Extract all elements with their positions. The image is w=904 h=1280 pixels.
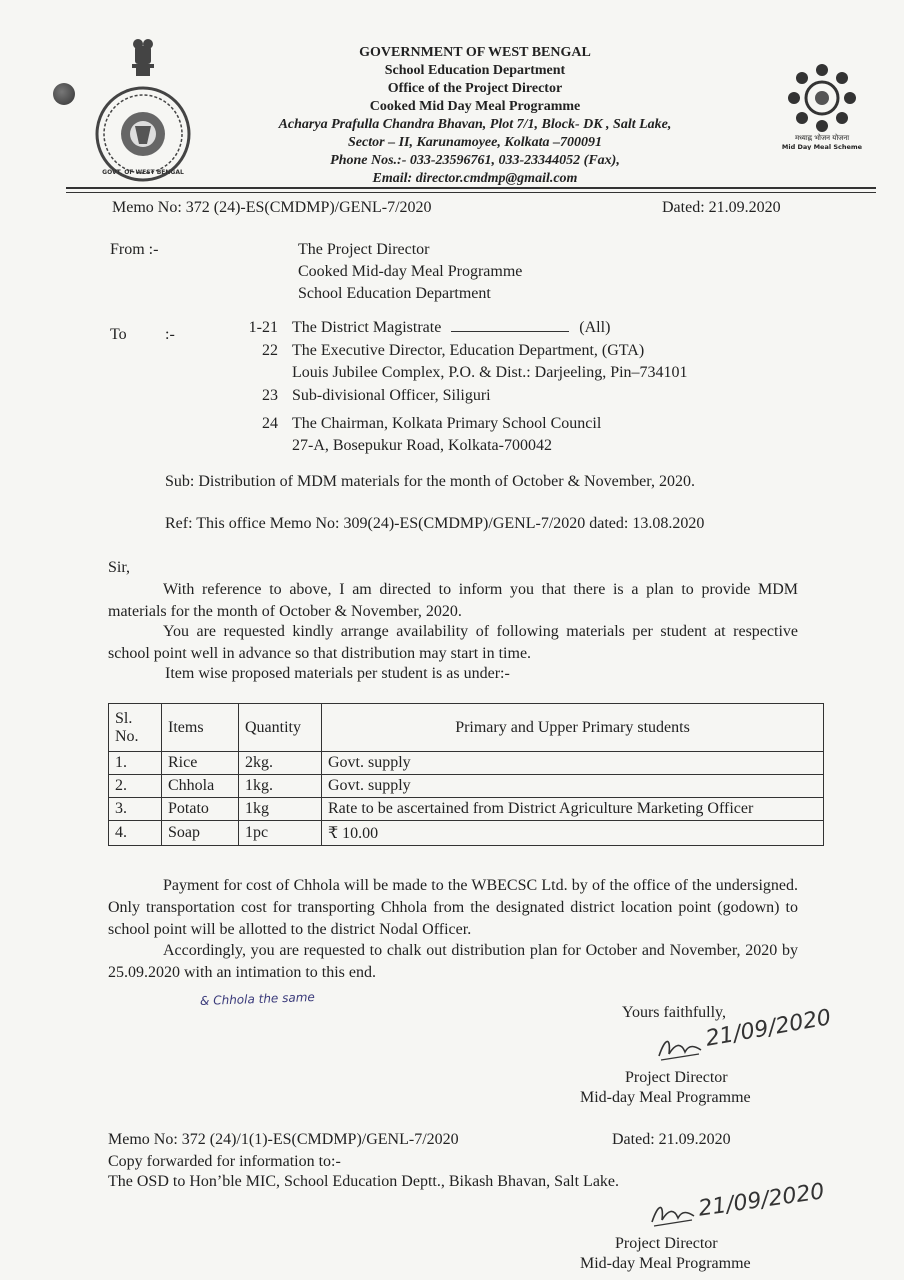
paragraph-4: Payment for cost of Chhola will be made to the WBECSC Ltd. by of the office of the undersigned. Only transportation cost for transporting Chhola from the designated district location point (godown) to school point will be allotted to the district Nodal Officer. (108, 877, 798, 938)
table-row (109, 775, 824, 798)
recipient-suffix: (All) (579, 319, 611, 336)
cell-item: Chhola (162, 775, 239, 798)
table-row (109, 798, 824, 821)
signature-scribble-icon (655, 1030, 705, 1066)
signatory-title: Project Director (615, 1235, 718, 1252)
cell-qty: 1kg. (239, 775, 322, 798)
punch-hole (53, 83, 75, 105)
from-line: School Education Department (298, 285, 491, 302)
recipient-3: Sub-divisional Officer, Siliguri (292, 387, 491, 404)
from-line: Cooked Mid-day Meal Programme (298, 263, 523, 280)
closing: Yours faithfully, (622, 1004, 727, 1021)
mid-day-meal-logo-icon (778, 60, 866, 150)
signature-scribble-icon (648, 1196, 698, 1232)
cell-sl: 4. (109, 821, 162, 846)
header-rule-thin (66, 192, 876, 193)
from-label: From :- (110, 241, 159, 258)
cell-qty: 1pc (239, 821, 322, 846)
header-sl-no: Sl. No. (109, 704, 162, 752)
cell-sl: 3. (109, 798, 162, 821)
signature-date: 21/09/2020 (696, 1179, 826, 1222)
mdm-logo-hindi: मध्याह्न भोजन योजना (794, 134, 850, 142)
header-items: Items (162, 704, 239, 752)
government-seal-icon (88, 38, 198, 186)
recipient-text: The District Magistrate (292, 319, 442, 336)
letterhead-phone: Phone Nos.:- 033-23596761, 033-23344052 (Fax), (330, 153, 620, 168)
seal-text: GOVT. OF WEST BENGAL (102, 169, 184, 176)
mdm-logo-english: Mid Day Meal Scheme (781, 143, 863, 150)
cell-item: Soap (162, 821, 239, 846)
signature-date: 21/09/2020 (703, 1005, 834, 1052)
paragraph-2: You are requested kindly arrange availability of following materials per student at respective school point well in advance so that distribution may start in time. (108, 623, 798, 662)
table-header-row (109, 704, 824, 752)
copy-memo-date: Dated: 21.09.2020 (612, 1131, 731, 1148)
recipient-address: Louis Jubilee Complex, P.O. & Dist.: Darjeeling, Pin–734101 (292, 364, 688, 381)
paragraph-5: Accordingly, you are requested to chalk out distribution plan for October and November, 2020 by 25.09.2020 with an intimation to this end. (108, 942, 798, 981)
header-quantity: Quantity (239, 704, 322, 752)
cell-qty: 2kg. (239, 752, 322, 775)
cell-item: Potato (162, 798, 239, 821)
recipient-4 (292, 413, 601, 457)
signatory-title: Project Director (625, 1069, 728, 1086)
to-label: To (110, 326, 127, 343)
letterhead-government: GOVERNMENT OF WEST BENGAL (359, 45, 591, 60)
cell-note: Govt. supply (322, 752, 824, 775)
recipient-2 (292, 340, 688, 384)
header-students: Primary and Upper Primary students (322, 704, 824, 752)
materials-table (108, 703, 824, 846)
cell-note: Govt. supply (322, 775, 824, 798)
cell-note: ₹ 10.00 (322, 821, 824, 846)
salutation: Sir, (108, 559, 131, 576)
paragraph-1: With reference to above, I am directed to inform you that there is a plan to provide MDM materials for the month of October & November, 2020. (108, 581, 798, 620)
letterhead-programme: Cooked Mid Day Meal Programme (369, 99, 581, 114)
table-row (109, 821, 824, 846)
recipient-text: The Executive Director, Education Department, (GTA) (292, 342, 645, 359)
letterhead-address-1: Acharya Prafulla Chandra Bhavan, Plot 7/1, Block- DK , Salt Lake, (278, 117, 672, 132)
subject: Sub: Distribution of MDM materials for the month of October & November, 2020. (165, 473, 695, 490)
reference: Ref: This office Memo No: 309(24)-ES(CMDMP)/GENL-7/2020 dated: 13.08.2020 (165, 515, 705, 532)
cell-sl: 1. (109, 752, 162, 775)
cell-note: Rate to be ascertained from District Agriculture Marketing Officer (322, 798, 824, 821)
cell-sl: 2. (109, 775, 162, 798)
memo-date: Dated: 21.09.2020 (662, 199, 781, 216)
from-line: The Project Director (298, 241, 430, 258)
from-block (298, 239, 522, 305)
recipient-text: The Chairman, Kolkata Primary School Council (292, 415, 602, 432)
recipient-number: 23 (262, 387, 278, 404)
recipient-number: 22 (262, 342, 278, 359)
cell-qty: 1kg (239, 798, 322, 821)
paragraph-3: Item wise proposed materials per student is as under:- (165, 665, 510, 682)
copy-forwarded-line: Copy forwarded for information to:- (108, 1153, 341, 1170)
blank-line (451, 331, 569, 332)
signatory-org: Mid-day Meal Programme (580, 1089, 751, 1106)
recipient-number: 24 (262, 415, 278, 432)
to-separator: :- (165, 326, 175, 343)
letterhead-department: School Education Department (384, 63, 566, 78)
cell-item: Rice (162, 752, 239, 775)
header-rule (66, 187, 876, 189)
table-row (109, 752, 824, 775)
recipient-1 (292, 317, 610, 339)
letterhead-email: Email: director.cmdmp@gmail.com (372, 171, 578, 186)
copy-recipient: The OSD to Hon’ble MIC, School Education Deptt., Bikash Bhavan, Salt Lake. (108, 1173, 620, 1190)
memo-number: Memo No: 372 (24)-ES(CMDMP)/GENL-7/2020 (112, 199, 432, 216)
handwritten-note: & Chhola the same (199, 990, 316, 1008)
letterhead (250, 44, 700, 188)
recipient-number: 1-21 (248, 319, 278, 336)
signatory-org: Mid-day Meal Programme (580, 1255, 751, 1272)
recipient-address: 27-A, Bosepukur Road, Kolkata-700042 (292, 437, 552, 454)
letterhead-office: Office of the Project Director (387, 81, 563, 96)
copy-memo-number: Memo No: 372 (24)/1(1)-ES(CMDMP)/GENL-7/2020 (108, 1131, 459, 1148)
letterhead-address-2: Sector – II, Karunamoyee, Kolkata –700091 (348, 135, 602, 150)
